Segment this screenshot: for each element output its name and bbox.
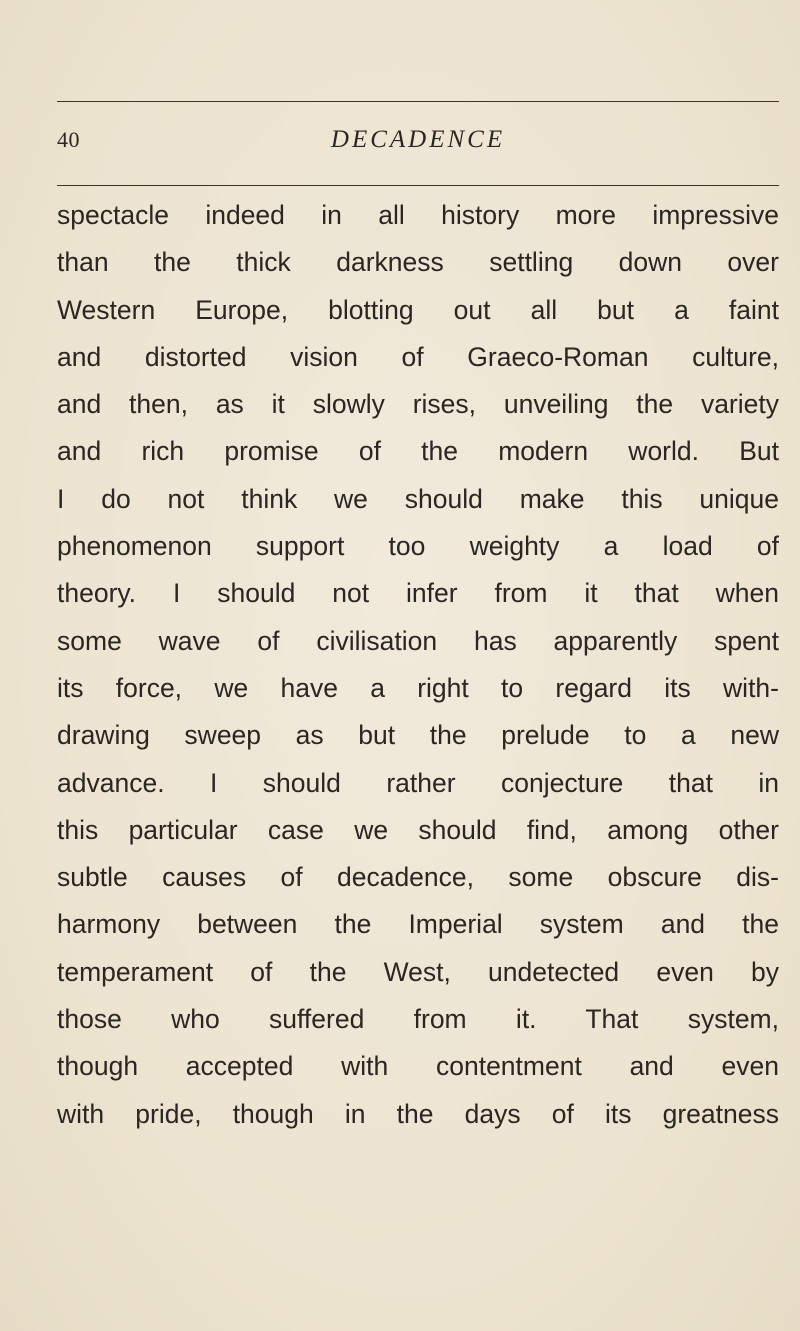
- text-line: I do not think we should make this unique: [57, 483, 779, 514]
- text-line: subtle causes of decadence, some obscure dis-: [57, 862, 779, 893]
- text-line: drawing sweep as but the prelude to a new: [57, 720, 779, 751]
- text-line: though accepted with contentment and even: [57, 1051, 779, 1082]
- text-line: and then, as it slowly rises, unveiling the variety: [57, 389, 779, 420]
- text-line: its force, we have a right to regard its with-: [57, 672, 779, 703]
- text-line: those who suffered from it. That system,: [57, 1004, 779, 1035]
- body-text: [57, 192, 779, 1138]
- text-line: phenomenon support too weighty a load of: [57, 531, 779, 562]
- text-line: spectacle indeed in all history more impressive: [57, 200, 779, 230]
- running-head: [57, 118, 779, 162]
- text-line: and distorted vision of Graeco-Roman culture,: [57, 341, 779, 372]
- running-title: DECADENCE: [330, 126, 506, 153]
- text-line: advance. I should rather conjecture that in: [57, 767, 779, 798]
- text-line: than the thick darkness settling down over: [57, 247, 779, 278]
- text-line: harmony between the Imperial system and the: [57, 909, 779, 940]
- header-rule-top: [57, 101, 779, 102]
- text-line: Western Europe, blotting out all but a faint: [57, 294, 779, 325]
- text-line: temperament of the West, undetected even by: [57, 956, 779, 987]
- text-line: some wave of civilisation has apparently spent: [57, 625, 779, 656]
- text-line: this particular case we should find, among other: [57, 814, 779, 845]
- header-rule-bottom: [57, 185, 779, 186]
- text-line: and rich promise of the modern world. But: [57, 436, 779, 467]
- text-line: theory. I should not infer from it that when: [57, 578, 779, 609]
- text-line: with pride, though in the days of its greatness: [57, 1098, 779, 1129]
- page-number: 40: [57, 127, 80, 152]
